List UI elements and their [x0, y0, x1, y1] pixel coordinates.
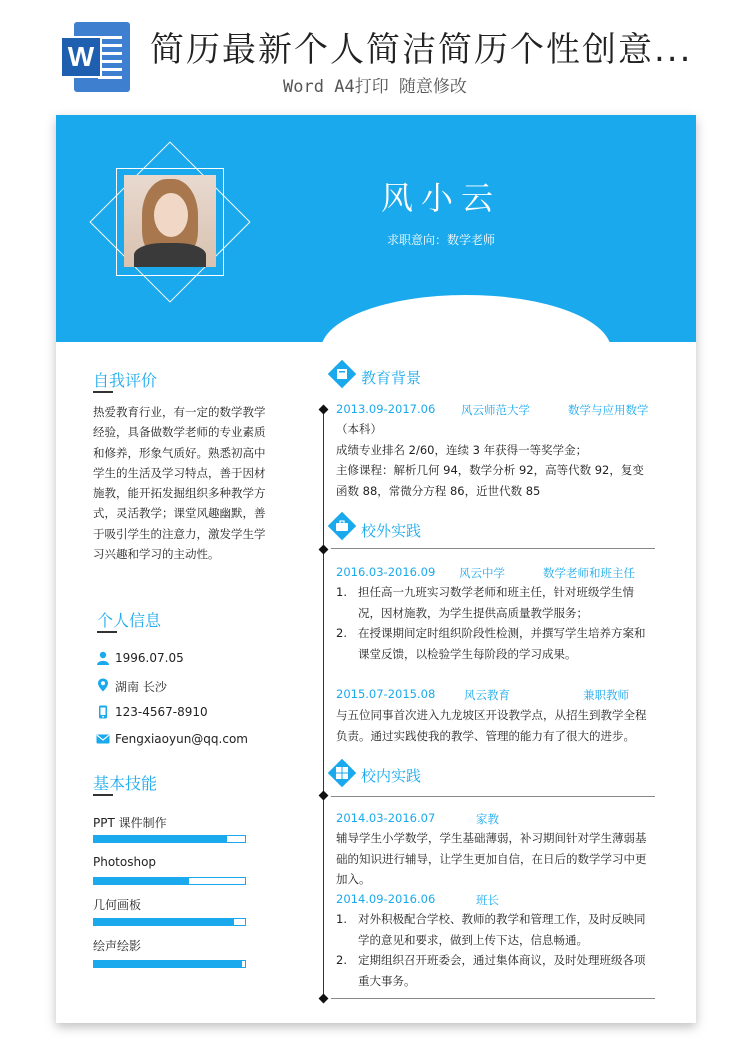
internal-job2-date: 2014.09-2016.06 [336, 892, 436, 906]
timeline-dot [319, 994, 329, 1004]
external-job1-date: 2016.03-2016.09 [336, 565, 436, 579]
education-date: 2013.09-2017.06 [336, 402, 436, 416]
external-divider [331, 548, 655, 549]
person-icon [96, 651, 110, 665]
info-birthday: 1996.07.05 [96, 650, 246, 668]
external-title: 校外实践 [361, 522, 422, 540]
info-location: 湖南 长沙 [96, 677, 246, 695]
location-icon [96, 678, 110, 692]
skill-name: PPT 课件制作 [93, 816, 167, 830]
internal-job2-head [336, 892, 656, 908]
education-courses: 主修课程：解析几何 94，数学分析 92，高等代数 92，复变函数 88，常微分方程 86，近世代数 85 [336, 463, 644, 498]
info-email: Fengxiaoyun@qq.com [96, 731, 266, 749]
external-job1-role: 数学老师和班主任 [543, 566, 635, 580]
skill-bar [93, 960, 246, 968]
skill-bar [93, 877, 246, 885]
external-job2-date: 2015.07-2015.08 [336, 687, 436, 701]
internal-title: 校内实践 [361, 767, 422, 785]
internal-divider [331, 796, 655, 797]
skill-name: 绘声绘影 [93, 939, 142, 953]
timeline-dot [319, 791, 329, 801]
external-job2-org: 风云教育 [464, 688, 510, 702]
banner-title: 简历最新个人简洁简历个性创意... [150, 30, 693, 70]
list-item: 1. 对外积极配合学校、教师的教学和管理工作，及时反映同学的意见和要求，做到上传下达，信息畅通。 [336, 912, 646, 947]
external-job1-org: 风云中学 [459, 566, 505, 580]
skill-name: Photoshop [93, 855, 157, 869]
header-arc [321, 295, 611, 405]
internal-section-icon [328, 759, 356, 787]
skill-bar [93, 918, 246, 926]
list-item: 1. 担任高一九班实习数学老师和班主任，针对班级学生情况，因材施教，为学生提供高质量教学服务； [336, 585, 634, 620]
internal-job1-head [336, 811, 656, 827]
education-ranking: 成绩专业排名 2/60，连续 3 年获得一等奖学金； [336, 442, 588, 457]
info-title: 个人信息 [97, 611, 162, 630]
internal-job1-role: 家教 [476, 812, 499, 826]
education-degree: （本科） [336, 422, 382, 436]
education-details [336, 419, 654, 501]
external-section-icon [328, 512, 356, 540]
external-job2-role: 兼职教师 [583, 688, 629, 702]
skill-name: 几何画板 [93, 898, 142, 912]
timeline-dot [319, 405, 329, 415]
windows-grid-icon [334, 765, 350, 781]
education-section-icon [328, 360, 356, 388]
resume-page [56, 115, 696, 1023]
about-underline [93, 391, 113, 393]
list-item: 2. 定期组织召开班委会，通过集体商议，及时处理班级各项重大事务。 [336, 953, 646, 988]
candidate-name: 风小云 [380, 179, 501, 217]
about-text: 热爱教育行业，有一定的数学教学经验，具备做数学老师的专业素质和修养，形象气质好。熟悉初高中学生的生活及学习特点，善于因材施教，能开拓发掘组织多种教学方式，灵活教学；课堂风趣幽默，善于吸引学生的注意力，激发学生学习兴趣和学习的主动性。 [93, 405, 266, 562]
external-job2-head [336, 687, 656, 703]
info-phone: 123-4567-8910 [96, 704, 246, 722]
internal-job1-text: 辅导学生小学数学，学生基础薄弱，补习期间针对学生薄弱基础的知识进行辅导，让学生更加自信，在日后的数学学习中更加入。 [336, 831, 647, 886]
timeline-dot [319, 545, 329, 555]
skill-bar [93, 835, 246, 843]
education-title: 教育背景 [361, 369, 422, 387]
education-major: 数学与应用数学 [568, 403, 649, 417]
external-job2-text: 与五位同事首次进入九龙坡区开设教学点，从招生到教学全程负责。通过实践使我的教学、管理的能力有了很大的进步。 [336, 708, 647, 743]
page-banner [0, 0, 750, 110]
skills-title: 基本技能 [93, 774, 158, 793]
profile-photo [124, 175, 216, 267]
briefcase-icon [334, 518, 350, 534]
book-icon [334, 366, 350, 382]
external-job1-list [336, 582, 654, 664]
phone-icon [96, 705, 110, 719]
education-school: 风云师范大学 [461, 403, 530, 417]
education-row-head [336, 402, 656, 418]
job-intent: 求职意向：数学老师 [386, 233, 495, 247]
bottom-divider [331, 998, 655, 999]
list-item: 2. 在授课期间定时组织阶段性检测，并撰写学生培养方案和课堂反馈，以检验学生每阶段的学习成果。 [336, 626, 646, 661]
internal-job1-date: 2014.03-2016.07 [336, 811, 436, 825]
internal-job2-list [336, 909, 654, 991]
skills-underline [93, 794, 113, 796]
banner-subtitle: Word A4打印 随意修改 [283, 77, 467, 97]
external-job1-head [336, 565, 656, 581]
timeline-line [323, 405, 324, 995]
word-document-icon: W [60, 22, 130, 92]
about-title: 自我评价 [93, 371, 158, 390]
mail-icon [96, 732, 110, 746]
info-underline [97, 631, 117, 633]
internal-job2-role: 班长 [476, 893, 499, 907]
